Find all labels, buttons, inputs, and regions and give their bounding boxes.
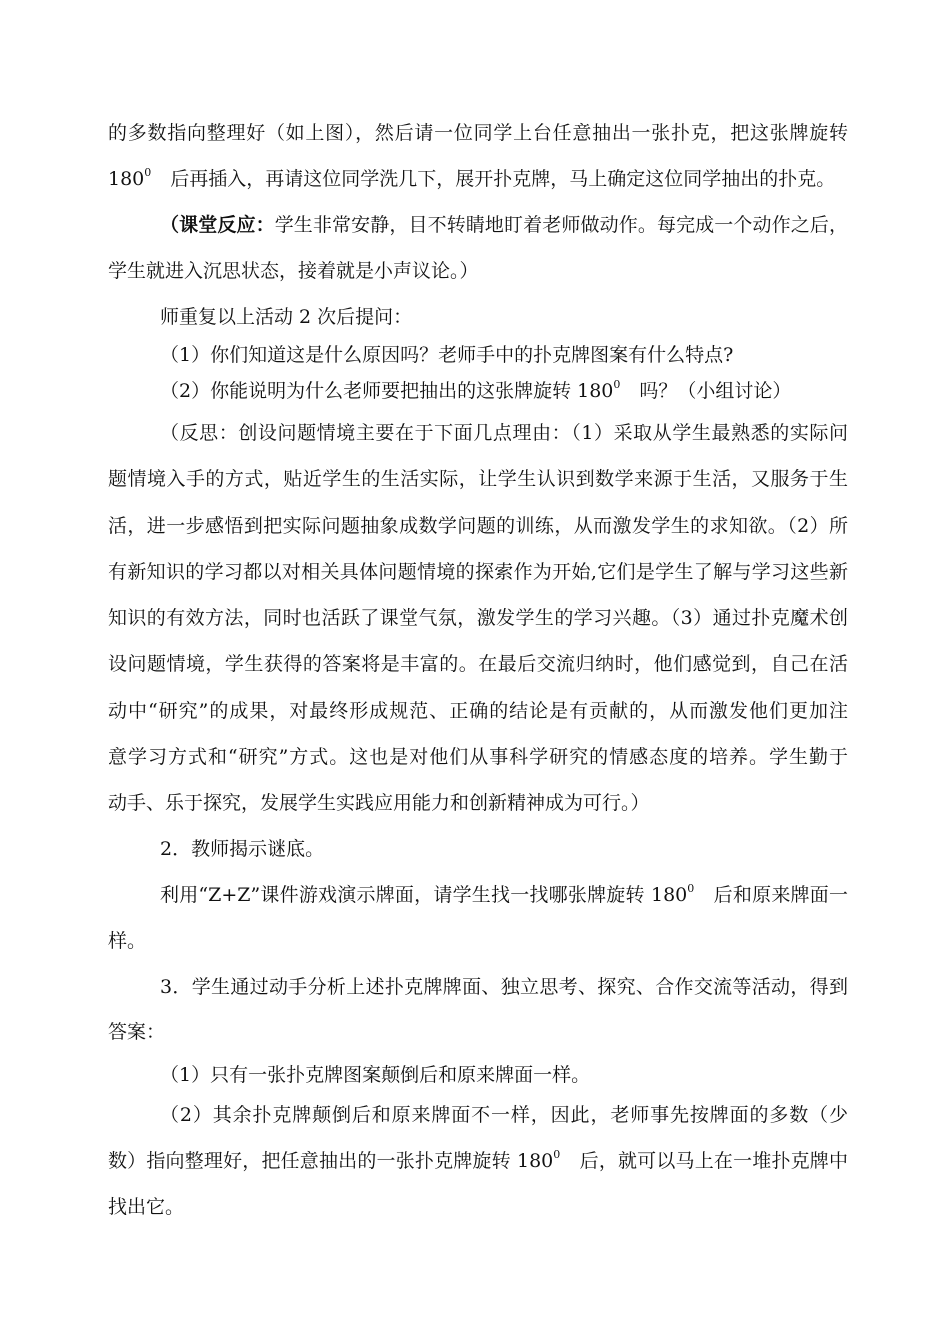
line-text: 利用“Z+Z”课件游戏演示牌面，请学生找一找哪张牌旋转 180 [160, 884, 688, 906]
question-1: （1）你们知道这是什么原因吗？老师手中的扑克牌图案有什么特点? [160, 344, 734, 366]
paragraph-line [160, 211, 848, 239]
line-text: 数）指向整理好，把任意抽出的一张扑克牌旋转 180 [108, 1150, 554, 1172]
degree-superscript: 0 [613, 378, 621, 391]
section-heading-3: 3．学生通过动手分析上述扑克牌牌面、独立思考、探究、合作交流等活动，得到 [160, 976, 848, 998]
answer-2: （2）其余扑克牌颠倒后和原来牌面不一样，因此，老师事先按牌面的多数（少 [160, 1104, 848, 1126]
reflection-line: 动手、乐于探究，发展学生实践应用能力和创新精神成为可行。） [108, 792, 650, 814]
line-text: 后和原来牌面一 [694, 884, 848, 906]
line-text: （2）你能说明为什么老师要把抽出的这张牌旋转 180 [160, 380, 614, 402]
line-text: 后再插入，再请这位同学洗几下，展开扑克牌，马上确定这位同学抽出的扑克。 [151, 168, 836, 190]
reflection-line: 活，进一步感悟到把实际问题抽象成数学问题的训练，从而激发学生的求知欲。（2）所 [108, 515, 848, 537]
line-text: 吗？（小组讨论） [620, 380, 792, 402]
line-text: 学生非常安静，目不转睛地盯着老师做动作。每完成一个动作之后， [274, 214, 848, 236]
reflection-line: 知识的有效方法，同时也活跃了课堂气氛，激发学生的学习兴趣。（3）通过扑克魔术创 [108, 607, 848, 629]
paragraph-line: 学生就进入沉思状态，接着就是小声议论。） [108, 260, 479, 282]
paragraph-line: 样。 [108, 930, 147, 952]
answer-1: （1）只有一张扑克牌图案颠倒后和原来牌面一样。 [160, 1064, 591, 1086]
degree-superscript: 0 [144, 166, 152, 179]
reflection-line: 设问题情境，学生获得的答案将是丰富的。在最后交流归纳时，他们感觉到，自己在活 [108, 653, 848, 675]
reflection-line: 动中“研究”的成果，对最终形成规范、正确的结论是有贡献的，从而激发他们更加注 [108, 700, 848, 722]
answer-2 [108, 1147, 848, 1175]
classroom-reaction-label: （课堂反应： [160, 214, 275, 236]
question-2 [160, 377, 848, 405]
degree-superscript: 0 [553, 1148, 561, 1161]
degree-value: 180 [108, 168, 145, 190]
paragraph-line [108, 165, 848, 193]
reflection-line: 有新知识的学习都以对相关具体问题情境的探索作为开始,它们是学生了解与学习这些新 [108, 561, 848, 583]
paragraph-line: 答案： [108, 1021, 166, 1043]
paragraph-line: 师重复以上活动 2 次后提问： [160, 306, 413, 328]
line-text: 后，就可以马上在一堆扑克牌中 [560, 1150, 848, 1172]
reflection-line: 意学习方式和“研究”方式。这也是对他们从事科学研究的情感态度的培养。学生勤于 [108, 746, 848, 768]
paragraph-line: 找出它。 [108, 1196, 185, 1218]
section-heading-2: 2．教师揭示谜底。 [160, 838, 325, 860]
reflection-line: （反思：创设问题情境主要在于下面几点理由：（1）采取从学生最熟悉的实际问 [160, 422, 848, 444]
paragraph-line [160, 881, 848, 909]
reflection-line: 题情境入手的方式，贴近学生的生活实际，让学生认识到数学来源于生活，又服务于生 [108, 468, 848, 490]
paragraph-line: 的多数指向整理好（如上图），然后请一位同学上台任意抽出一张扑克，把这张牌旋转 [108, 122, 848, 144]
degree-superscript: 0 [687, 882, 695, 895]
